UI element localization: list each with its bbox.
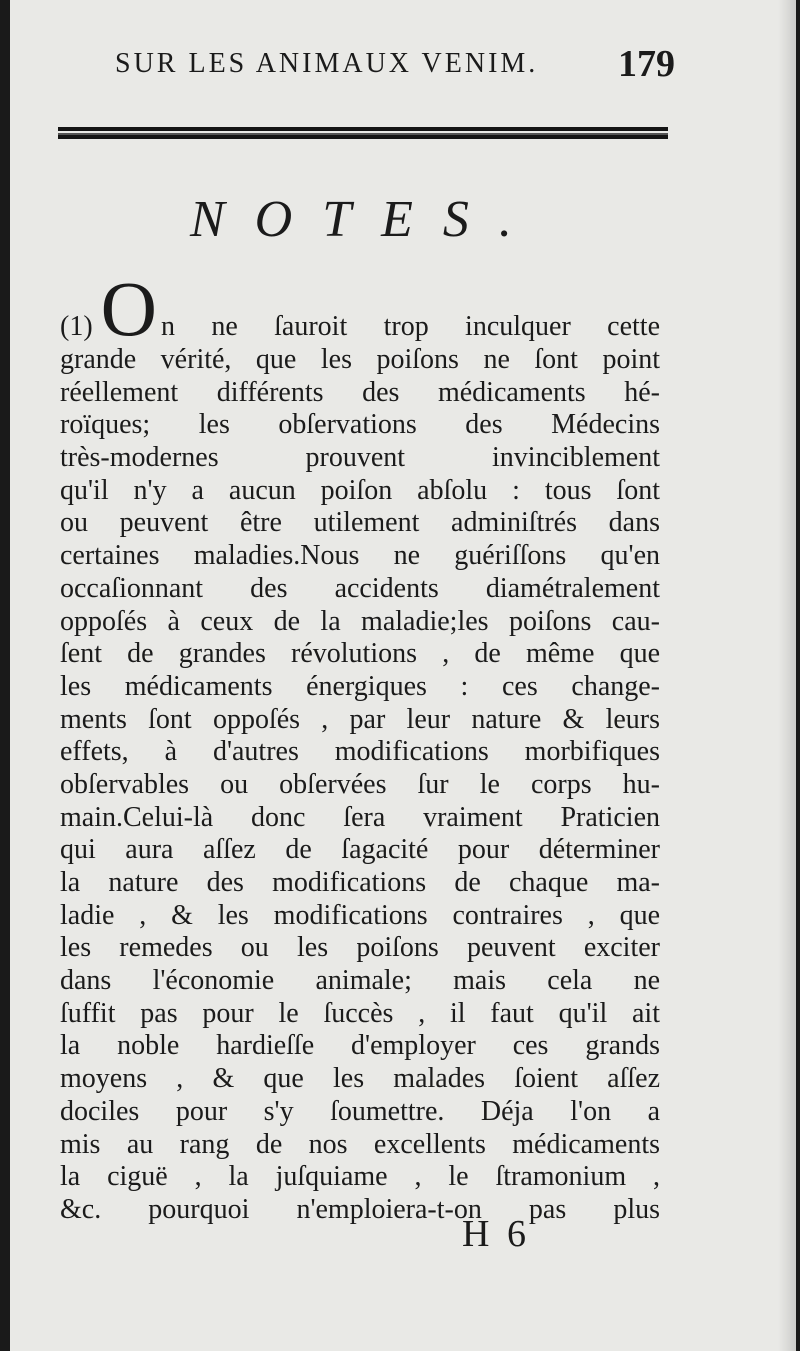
note-line: ſent de grandes révolutions , de même que <box>60 638 660 670</box>
note-first-line <box>60 265 660 352</box>
note-line: mis au rang de nos excellents médicaments <box>60 1128 660 1160</box>
drop-cap: O <box>100 265 157 352</box>
book-page <box>10 0 796 1351</box>
page-header <box>115 42 675 92</box>
note-line: réellement différents des médicaments hé- <box>60 376 660 408</box>
note-line: &c. pourquoi n'emploiera-t-on pas plus <box>60 1193 660 1225</box>
note-number: (1) <box>60 311 93 342</box>
note-line: ments ſont oppoſés , par leur nature & leurs <box>60 703 660 735</box>
note-line: ou peuvent être utilement adminiſtrés dans <box>60 507 660 539</box>
note-line: n ne ſauroit trop inculquer cette <box>161 311 660 342</box>
note-line: la noble hardieſſe d'employer ces grands <box>60 1030 660 1062</box>
signature-mark: H 6 <box>462 1213 530 1255</box>
note-line: oppoſés à ceux de la maladie;les poiſons cau- <box>60 605 660 637</box>
note-line: très-modernes prouvent invinciblement <box>60 442 660 474</box>
note-line: la ciguë , la juſquiame , le ſtramonium , <box>60 1161 660 1193</box>
note-line: ſuffit pas pour le ſuccès , il faut qu'il ait <box>60 997 660 1029</box>
note-line: grande vérité, que les poiſons ne ſont point <box>60 344 660 375</box>
note-line: obſervables ou obſervées ſur le corps hu- <box>60 768 660 800</box>
page-number: 179 <box>618 43 675 85</box>
header-rule <box>58 127 668 139</box>
note-line: qui aura aſſez de ſagacité pour déterminer <box>60 834 660 866</box>
note-line: moyens , & que les malades ſoient aſſez <box>60 1063 660 1095</box>
note-line: les médicaments énergiques : ces change- <box>60 670 660 702</box>
running-head: SUR LES ANIMAUX VENIM. <box>115 48 539 79</box>
note-line: la nature des modifications de chaque ma- <box>60 867 660 898</box>
note-line: dociles pour s'y ſoumettre. Déja l'on a <box>60 1095 660 1127</box>
note-line: dans l'économie animale; mais cela ne <box>60 965 660 997</box>
note-line: qu'il n'y a aucun poiſon abſolu : tous ſont <box>60 474 660 506</box>
note-line: effets, à d'autres modifications morbifiques <box>60 736 660 768</box>
note-line: les remedes ou les poiſons peuvent exciter <box>60 932 660 964</box>
section-title: NOTES. <box>190 191 542 248</box>
note-line: main.Celui-là donc ſera vraiment Praticien <box>60 801 660 833</box>
note-line: certaines maladies.Nous ne guériſſons qu'en <box>60 540 660 572</box>
note-line: roïques; les obſervations des Médecins <box>60 409 660 441</box>
note-line: occaſionnant des accidents diamétralement <box>60 572 660 604</box>
note-text <box>60 265 660 1227</box>
note-line: ladie , & les modifications contraires , que <box>60 899 660 931</box>
page-edge-shadow <box>778 0 796 1351</box>
